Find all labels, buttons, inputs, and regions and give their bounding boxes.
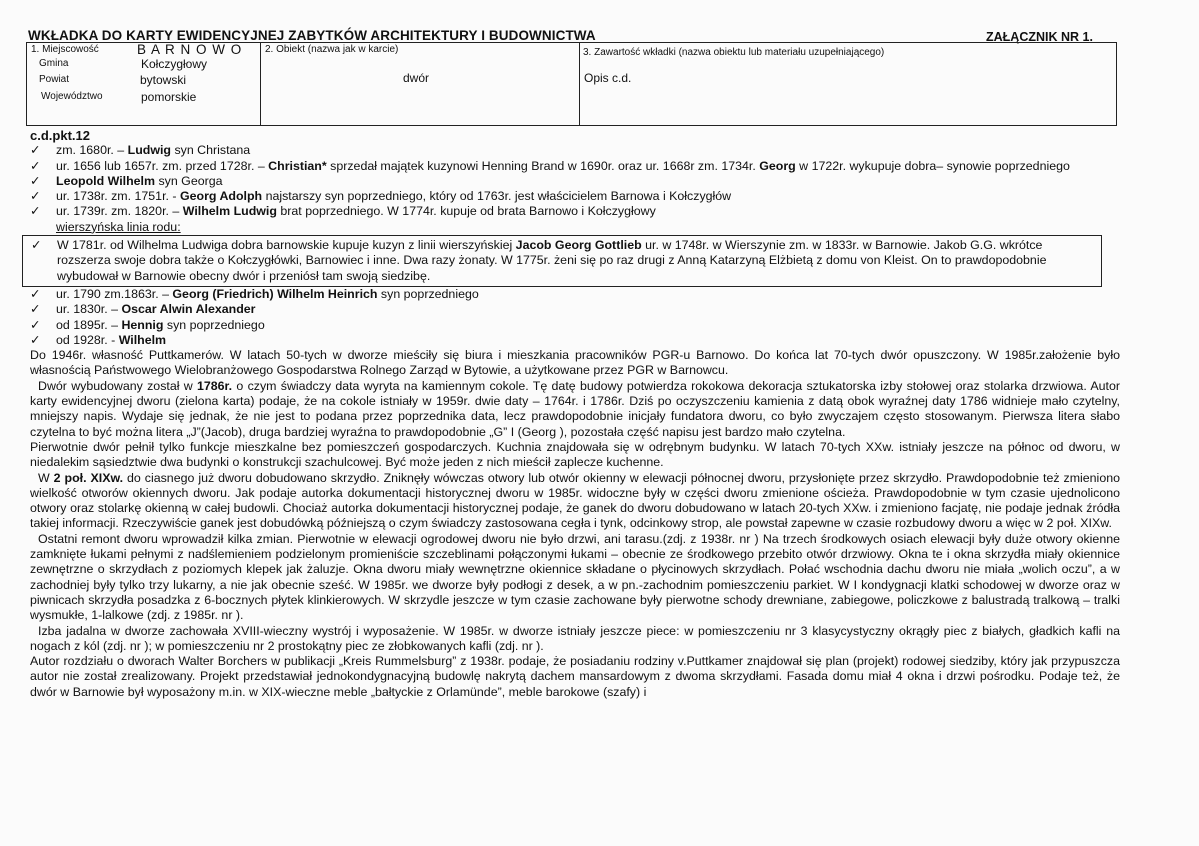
item-text: ur. 1738r. zm. 1751r. - — [56, 189, 180, 204]
paragraph-date: 2 poł. XIXw. — [53, 470, 124, 485]
document-body — [30, 128, 1120, 700]
item-name: Leopold Wilhelm — [56, 173, 156, 188]
check-icon: ✓ — [30, 143, 41, 158]
check-icon: ✓ — [30, 158, 41, 173]
item-text: syn poprzedniego — [163, 317, 265, 332]
annex-label: ZAŁĄCZNIK NR 1. — [986, 30, 1093, 44]
lineage-note: wierszyńska linia rodu: — [56, 219, 181, 234]
list-item — [30, 143, 1120, 158]
item-name: Wilhelm — [118, 332, 167, 347]
content-value: Opis c.d. — [584, 71, 632, 85]
check-icon: ✓ — [30, 332, 41, 347]
item-text: sprzedał majątek kuzynowi Henning Brand w 1690r. oraz ur. 1668r zm. 1734r. — [326, 158, 760, 173]
paragraph: Pierwotnie dwór pełnił tylko funkcje mieszkalne bez pomieszczeń gospodarczych. Kuchnia znajdowała się w odrębnym budynku. W latach 70-tych XXw. istniały jeszcze na północ od dworu, w niedalekim sąsiedztwie dwa budynki o konstrukcji szachulcowej. Być może jeden z nich mieścił zaplecze kuchenne. — [30, 439, 1120, 470]
highlight-box — [22, 235, 1102, 287]
check-icon: ✓ — [30, 302, 41, 317]
paragraph: Do 1946r. własność Puttkamerów. W latach 50-tych w dworze mieściły się biura i mieszkania pracowników PGR-u Barnowo. Do końca lat 70-tych dwór opuszczony. W 1985r.założenie było własnością Państwowego Wielobranżowego Gospodarstwa Rolnego Zarząd w Bytowie, a użytkowane przez PGR w Barnowcu. — [30, 348, 1120, 378]
item-name: Georg Adolph — [179, 189, 263, 204]
check-icon: ✓ — [30, 173, 41, 188]
paragraph-text: do ciasnego już dworu dobudowano skrzydło. Zniknęły wówczas otwory lub otwór okienny w elewacji północnej dworu, przysłonięte przez skrzydło. Prawdopodobnie też zmieniono wielkość otworów okiennych dworu. Jak podaje autorka dokumentacji historycznej dworu w 1985r. widoczne były w części dworu zmienione ościeża. Prawdopodobnie w tym czasie ujednolicono otwory oraz stolarkę okienną w całej budowli. Chociaż autorka dokumentacji historycznej podaje, że ganek do dworu dobudowano w latach 20-tych XXw. i zmieniono facjatę, nie podaje jednak źródła takiej informacji. Rzeczywiście ganek jest dobudówką późniejszą o czym świadczy zastosowana cegła i tynk, odcinkowy strop, ale powstał zapewne w czasie rozbudowy dworu a więc w 2 poł. XIXw. — [30, 470, 1120, 531]
paragraph: Autor rozdziału o dworach Walter Borchers w publikacji „Kreis Rummelsburg” z 1938r. podaje, że posiadaniu rodziny v.Puttkamer znajdował się plan (projekt) rodowej siedziby, który jak przypuszcza autor nie został zrealizowany. Projekt przedstawiał jednokondygnacyjną budowlę nakrytą dachem mansardowym z dwoma skrzydłami. Fasada domu miał 4 okna i drzwi pośrodku. Podaje też, że dwór w Barnowie był wyposażony m.in. w XIX-wieczne meble „bałtyckie z Orlamünde”, meble barokowe (szafy) i — [30, 654, 1120, 699]
item-text: ur. 1656 lub 1657r. zm. przed 1728r. – — [56, 158, 269, 173]
item-text: ur. 1790 zm.1863r. – — [56, 286, 173, 301]
paragraph: Ostatni remont dworu wprowadził kilka zmian. Pierwotnie w elewacji ogrodowej dworu nie było drzwi, ani tarasu.(zdj. z 1938r. nr ) Na trzech środkowych osiach elewacji były duże otwory okienne zamknięte łukami pełnymi z nadślemieniem podzielonym promieniście szczeblinami połączonymi łukami – obecnie ze środkowego przebito otwór drzwiowy. Okna te i okna skrzydła miały okiennice zewnętrzne o skrzydłach z poziomych klepek jak żaluzje. Okna dworu miały wewnętrzne okiennice składane o płycinowych skrzydłach. Połać wschodnia dachu dworu nie miała „wolich oczu”, a w zachodniej były tylko trzy lukarny, a nie jak obecnie sześć. W 1985r. we dworze były podłogi z desek, a w pn.-zachodnim pomieszczeniu parkiet. W I kondygnacji klatki schodowej w dworze oraz w piwnicach skrzydła posadzka z 6-bocznych płytek klinkierowych. W skrzydle jeszcze w tym czasie zachowane były pierwotne schody drewniane, zabiegowe, policzkowe z balustradą tralkową – tralki wysmukłe, 1-lalkowe (zdj. z 1985r. nr ). — [30, 531, 1120, 623]
gmina-value: Kołczygłowy — [141, 57, 208, 71]
paragraph — [30, 379, 1120, 440]
location-label: 1. Miejscowość — [31, 44, 99, 55]
paragraph: Izba jadalna w dworze zachowała XVIII-wieczny wystrój i wyposażenie. W 1985r. w dworze istniały jeszcze piece: w pomieszczeniu nr 3 klasycystyczny okrągły piec z białych, gładkich kafli na nogach z kól (zdj. nr ); w pomieszczeniu nr 2 prostokątny piec ze złobkowanych kafli (zdj. nr ). — [30, 623, 1120, 653]
item-text: syn Georga — [155, 173, 223, 188]
content-cell — [580, 43, 1116, 125]
item-name: Wilhelm Ludwig — [182, 204, 277, 219]
check-icon: ✓ — [30, 317, 41, 332]
list-item — [30, 189, 1120, 204]
document-title: WKŁADKA DO KARTY EWIDENCYJNEJ ZABYTKÓW ARCHITEKTURY I BUDOWNICTWA — [28, 28, 596, 43]
item-text: ur. 1830r. – — [56, 302, 122, 317]
item-text: syn Christana — [171, 143, 251, 158]
powiat-value: bytowski — [140, 73, 187, 87]
location-value: B A R N O W O — [137, 42, 243, 57]
paragraph — [30, 471, 1120, 532]
item-text: ur. 1739r. zm. 1820r. – — [56, 204, 183, 219]
check-icon: ✓ — [30, 286, 41, 301]
item-text: ur. w 1748r. w Wierszynie zm. w 1833r. w Barnowie. Jakob G.G. wkrótce rozszerza swoje dobra także o Kołczygłówki, Barnowiec i inne. Dwa razy żonaty. W 1775r. żeni się po raz drugi z Anną Katarzyną Elżbietą z domu von Kleist. On to prawdopodobnie wybudował w Barnowie obecny dwór i przeniósł tam swoją siedzibę. — [57, 238, 1047, 283]
item-name: Jacob Georg Gottlieb — [515, 238, 642, 253]
item-text: zm. 1680r. – — [56, 143, 128, 158]
object-label: 2. Obiekt (nazwa jak w karcie) — [265, 44, 399, 55]
item-name: Hennig — [121, 317, 164, 332]
header-form — [26, 42, 1117, 126]
content-label: 3. Zawartość wkładki (nazwa obiektu lub materiału uzupełniającego) — [583, 47, 885, 58]
list-item — [30, 204, 1120, 219]
check-icon: ✓ — [30, 204, 41, 219]
check-icon: ✓ — [31, 238, 42, 253]
woj-value: pomorskie — [141, 90, 197, 104]
list-item — [30, 333, 1120, 348]
powiat-label: Powiat — [39, 74, 70, 85]
list-item — [30, 174, 1120, 189]
check-icon: ✓ — [30, 189, 41, 204]
list-item — [30, 159, 1120, 174]
item-text: najstarszy syn poprzedniego, który od 1763r. jest właścicielem Barnowa i Kołczygłów — [262, 189, 732, 204]
item-name: Oscar Alwin Alexander — [121, 302, 256, 317]
paragraph-text: W — [38, 470, 54, 485]
woj-label: Województwo — [41, 91, 103, 102]
item-text: od 1928r. - — [56, 332, 119, 347]
list-item — [31, 238, 1093, 284]
paragraph-text: o czym świadczy data wyryta na kamiennym cokole. Tę datę budowy potwierdza rokokowa dekoracja sztukatorska izby stołowej oraz stolarka drzwiowa. Autor karty ewidencyjnej dworu (zielona karta) podaje, że na cokole istniały w 1959r. dwie daty – 1764r. i 1786r. Dziś po oczyszczeniu kamienia z datą obok wyraźnej daty 1786 widnieje mało czytelny, mniejszy napis. Wydaje się jednak, że nie jest to podana przez poprzednika data, lecz prawdopodobnie inicjały fundatora dworu, co było zwyczajem często stosowanym. Pierwsza litera słabo czytelna to być można litera „J”(Jacob), druga bardziej wyraźna to prawdopodobnie „G” I (Georg ), pozostała część napisu jest bardzo mało czytelna. — [30, 378, 1120, 439]
item-text: W 1781r. od Wilhelma Ludwiga dobra barnowskie kupuje kuzyn z linii wierszyńskiej — [57, 238, 516, 253]
section-heading: c.d.pkt.12 — [30, 128, 90, 143]
object-value: dwór — [403, 71, 430, 85]
item-text: brat poprzedniego. W 1774r. kupuje od brata Barnowo i Kołczygłowy — [276, 204, 656, 219]
item-name: Christian* — [268, 158, 327, 173]
list-item — [30, 287, 1120, 302]
item-name: Ludwig — [127, 143, 171, 158]
item-text: od 1895r. – — [56, 317, 122, 332]
list-item — [30, 318, 1120, 333]
paragraph-date: 1786r. — [196, 378, 233, 393]
gmina-label: Gmina — [39, 58, 69, 69]
list-item — [30, 302, 1120, 317]
location-cell — [27, 43, 261, 125]
item-name: Georg — [759, 158, 796, 173]
item-name: Georg (Friedrich) Wilhelm Heinrich — [172, 286, 378, 301]
object-cell — [261, 43, 580, 125]
item-text: w 1722r. wykupuje dobra– synowie poprzedniego — [795, 158, 1070, 173]
item-text: syn poprzedniego — [377, 286, 479, 301]
paragraph-text: Dwór wybudowany został w — [38, 378, 197, 393]
